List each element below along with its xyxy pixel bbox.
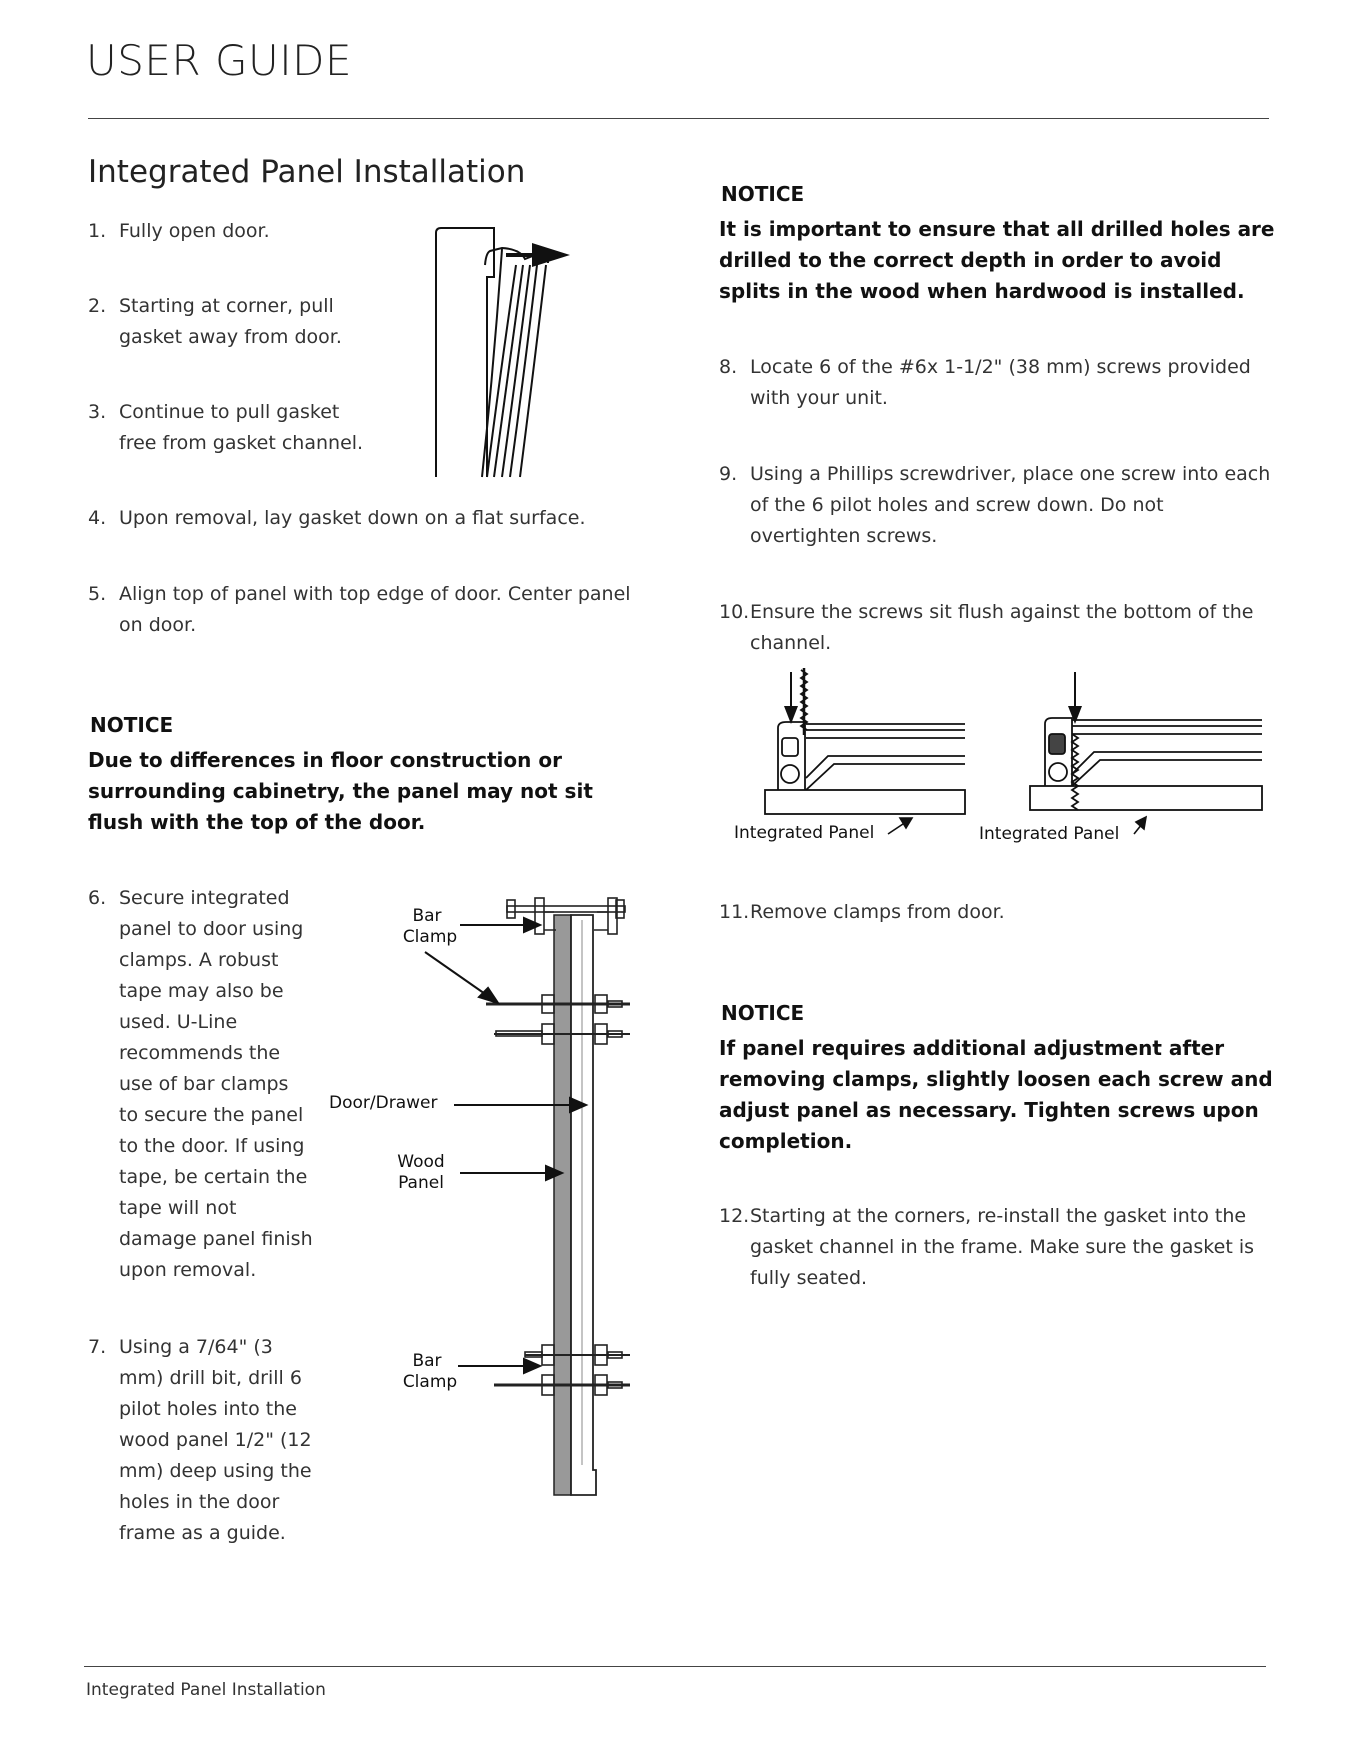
section-title: Integrated Panel Installation: [88, 154, 526, 190]
step-text: Upon removal, lay gasket down on a flat surface.: [119, 507, 586, 529]
step-text: Starting at corner, pull gasket away from door.: [119, 295, 342, 348]
integrated-panel-label-right: Integrated Panel: [979, 824, 1120, 844]
step-text: Ensure the screws sit flush against the bottom of the channel.: [750, 601, 1254, 654]
step-text: Using a 7/64" (3 mm) drill bit, drill 6 pilot holes into the wood panel 1/2" (12 mm) deep using the holes in the door frame as a guide.: [119, 1336, 312, 1544]
notice-heading: NOTICE: [721, 182, 805, 206]
step-6: [88, 883, 313, 1286]
step-text: Secure integrated panel to door using clamps. A robust tape may also be used. U-Line recommends the use of bar clamps to secure the panel to the door. If using tape, be certain the tape will not damage panel finish upon removal.: [119, 887, 313, 1281]
step-number: 11.: [719, 901, 750, 923]
step-11: [719, 897, 1279, 928]
step-text: Starting at the corners, re-install the gasket into the gasket channel in the frame. Make sure the gasket is fully seated.: [750, 1205, 1254, 1289]
step-text: Using a Phillips screwdriver, place one screw into each of the 6 pilot holes and screw down. Do not overtighten screws.: [750, 463, 1271, 547]
notice-heading: NOTICE: [90, 713, 174, 737]
door-shape: [571, 915, 596, 1495]
step-text: Remove clamps from door.: [750, 901, 1005, 923]
step-number: 3.: [88, 401, 107, 423]
step-12: [719, 1201, 1279, 1294]
step-3: [88, 397, 373, 459]
gasket-removal-figure: [430, 225, 590, 480]
step-7: [88, 1332, 313, 1549]
step-number: 1.: [88, 220, 107, 242]
step-number: 5.: [88, 583, 107, 605]
step-text: Fully open door.: [119, 220, 270, 242]
screw-flush-figure: [720, 662, 1265, 847]
door-drawer-label: Door/Drawer: [329, 1093, 438, 1113]
notice-body: It is important to ensure that all drilled holes are drilled to the correct depth in order to avoid splits in the wood when hardwood is installed.: [719, 217, 1275, 303]
step-1: [88, 216, 418, 247]
screw-arrow-right: [1068, 672, 1082, 724]
pull-arrow: [506, 243, 570, 267]
step-number: 10.: [719, 601, 750, 623]
step-number: 8.: [719, 356, 738, 378]
wood-panel-shape: [554, 915, 571, 1495]
step-8: [719, 352, 1279, 414]
bar-clamp-figure: [320, 880, 640, 1500]
step-10: [719, 597, 1279, 659]
step-text: Align top of panel with top edge of door. Center panel on door.: [119, 583, 631, 636]
step-4: [88, 503, 648, 534]
step-number: 7.: [88, 1336, 107, 1358]
wood-panel-label-line2: Panel: [398, 1173, 444, 1193]
step-number: 12.: [719, 1205, 750, 1227]
wood-panel-label-line1: Wood: [397, 1152, 445, 1172]
screw-detail-right: [1030, 718, 1262, 810]
notice-body: If panel requires additional adjustment after removing clamps, slightly loosen each screw and adjust panel as necessary. Tighten screws upon completion.: [719, 1036, 1273, 1153]
screw-detail-left: [765, 668, 965, 814]
step-number: 2.: [88, 295, 107, 317]
step-5: [88, 579, 648, 641]
step-number: 4.: [88, 507, 107, 529]
step-9: [719, 459, 1279, 552]
bar-clamp-bottom-label-line1: Bar: [412, 1351, 442, 1371]
guide-title: USER GUIDE: [86, 36, 353, 85]
step-number: 6.: [88, 887, 107, 909]
screw-arrow-left: [784, 672, 798, 724]
integrated-panel-label-left: Integrated Panel: [734, 823, 875, 843]
step-text: Locate 6 of the #6x 1-1/2" (38 mm) screws provided with your unit.: [750, 356, 1251, 409]
step-number: 9.: [719, 463, 738, 485]
notice-heading: NOTICE: [721, 1001, 805, 1025]
footer-text: Integrated Panel Installation: [86, 1680, 326, 1700]
bar-clamp-top-label-line2: Clamp: [402, 927, 458, 947]
notice-body: Due to differences in floor construction or surrounding cabinetry, the panel may not sit flush with the top of the door.: [88, 748, 593, 834]
header-divider: [88, 118, 1269, 119]
step-text: Continue to pull gasket free from gasket channel.: [119, 401, 364, 454]
bar-clamp-top-label-line1: Bar: [412, 906, 442, 926]
footer-divider: [84, 1666, 1266, 1667]
bar-clamp-bottom-label-line2: Clamp: [402, 1372, 458, 1392]
step-2: [88, 291, 373, 353]
